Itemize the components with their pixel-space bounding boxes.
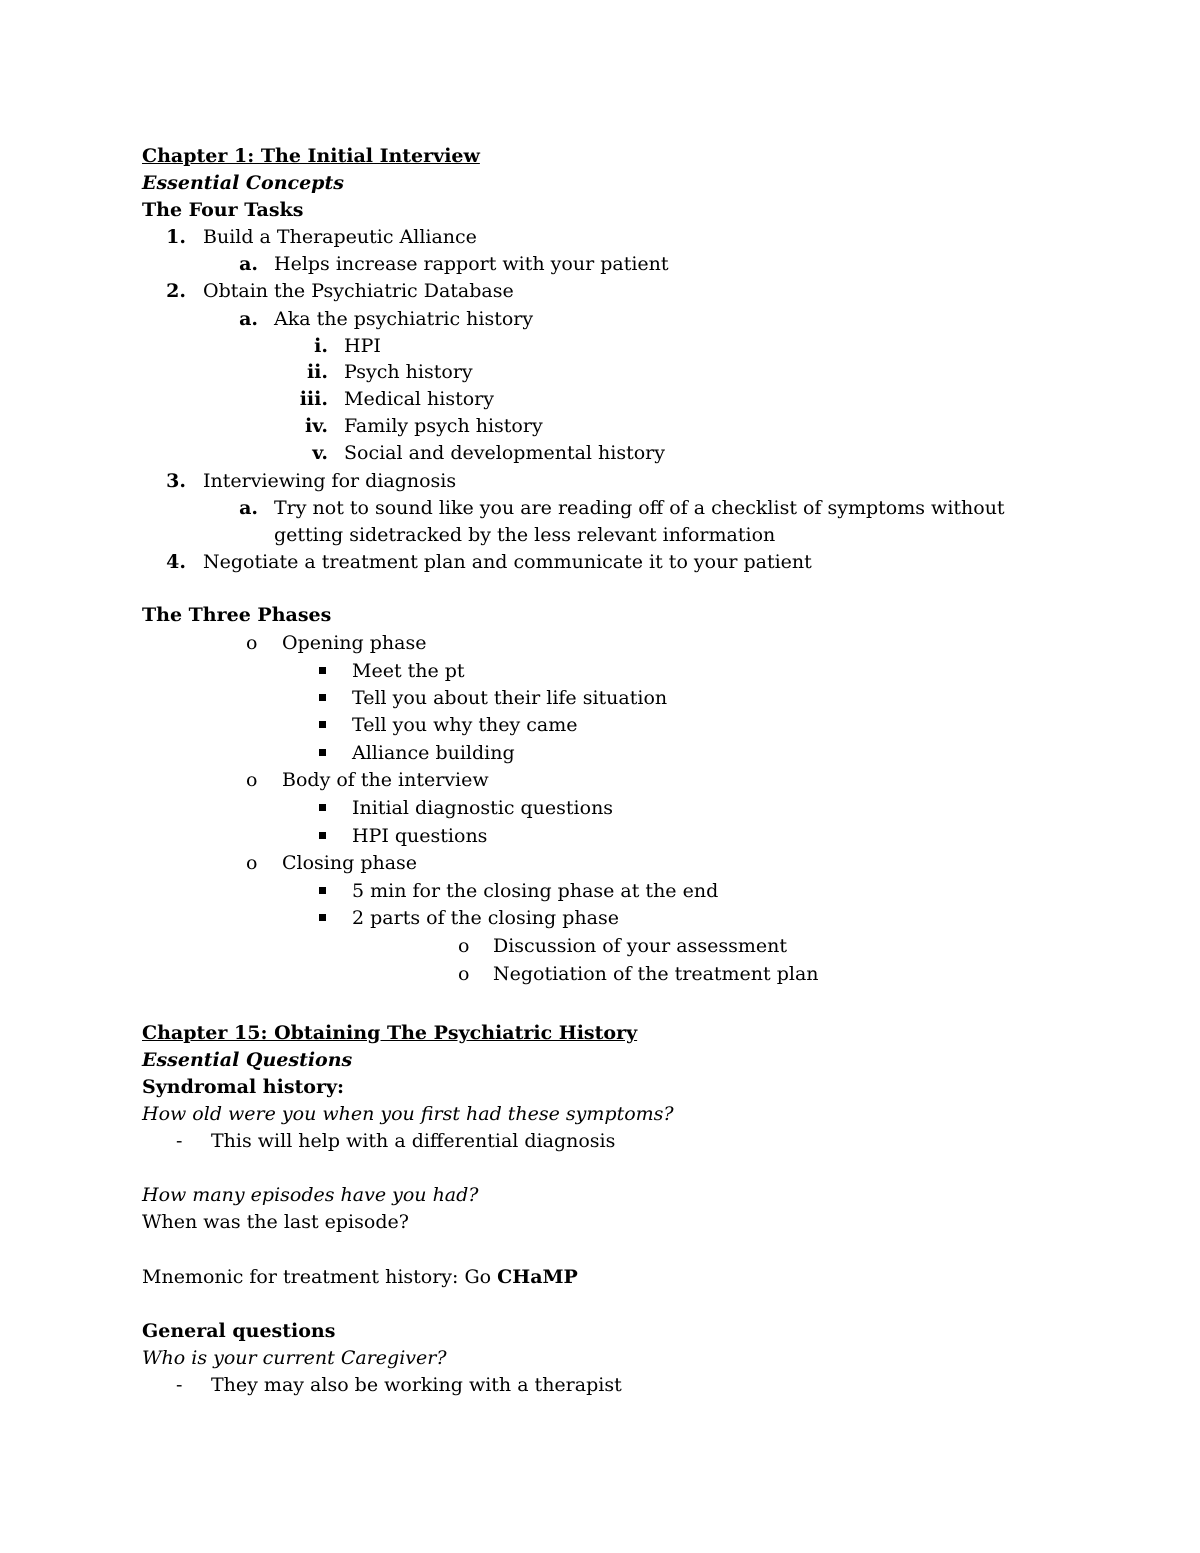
question: How old were you when you first had these symptoms? [142,1103,674,1125]
square-bullet-icon [319,749,326,756]
list-item: Try not to sound like you are reading off of a checklist of symptoms without [274,497,1005,519]
list-item: Closing phase [282,852,418,874]
square-bullet-icon [319,914,326,921]
square-bullet-icon [319,667,326,674]
essential-questions-subheading: Essential Questions [142,1049,353,1071]
list-item: Meet the pt [352,660,465,682]
dash-bullet-icon: - [176,1130,183,1152]
essential-concepts-subheading: Essential Concepts [142,172,344,194]
list-item: HPI questions [352,825,488,847]
circle-bullet-icon: o [246,769,258,791]
list-item: Social and developmental history [344,442,665,464]
square-bullet-icon [319,694,326,701]
general-questions-heading: General questions [142,1320,336,1342]
mnemonic-champ: CHaMP [497,1266,578,1288]
square-bullet-icon [319,721,326,728]
list-item: 5 min for the closing phase at the end [352,880,719,902]
list-item-continuation: getting sidetracked by the less relevant information [274,524,776,546]
list-item: Build a Therapeutic Alliance [203,226,477,248]
question: When was the last episode? [142,1211,409,1233]
mnemonic-prefix: Mnemonic for treatment history: Go [142,1266,498,1288]
circle-bullet-icon: o [246,632,258,654]
list-number: 2. [166,280,186,302]
list-item: Negotiate a treatment plan and communicate it to your patient [203,551,812,573]
dash-bullet-icon: - [176,1374,183,1396]
list-number: 4. [166,551,186,573]
list-item: Psych history [344,361,473,383]
square-bullet-icon [319,887,326,894]
list-item: Interviewing for diagnosis [203,470,457,492]
chapter-15-heading: Chapter 15: Obtaining The Psychiatric History [142,1022,638,1044]
question: How many episodes have you had? [142,1184,479,1206]
list-item: Obtain the Psychiatric Database [203,280,514,302]
list-item: Body of the interview [282,769,489,791]
list-letter: a. [239,253,258,275]
list-item: Discussion of your assessment [493,935,787,957]
list-roman: i. [314,335,328,357]
chapter-1-heading: Chapter 1: The Initial Interview [142,145,480,167]
list-item: HPI [344,335,381,357]
list-item: 2 parts of the closing phase [352,907,619,929]
list-item: Alliance building [352,742,515,764]
syndromal-history-heading: Syndromal history: [142,1076,345,1098]
circle-bullet-icon: o [458,963,470,985]
list-item: Family psych history [344,415,543,437]
square-bullet-icon [319,804,326,811]
three-phases-heading: The Three Phases [142,604,332,626]
list-roman: ii. [306,361,328,383]
list-item: Negotiation of the treatment plan [493,963,819,985]
list-item: Medical history [344,388,494,410]
list-item: Opening phase [282,632,427,654]
question: Who is your current Caregiver? [142,1347,447,1369]
question-note: They may also be working with a therapist [211,1374,622,1396]
list-roman: iii. [299,388,328,410]
list-letter: a. [239,308,258,330]
circle-bullet-icon: o [246,852,258,874]
question-note: This will help with a differential diagnosis [211,1130,616,1152]
list-letter: a. [239,497,258,519]
list-item: Tell you why they came [352,714,578,736]
list-number: 3. [166,470,186,492]
list-item: Aka the psychiatric history [274,308,534,330]
square-bullet-icon [319,832,326,839]
list-roman: iv. [305,415,328,437]
mnemonic-line [142,1264,578,1291]
list-item: Tell you about their life situation [352,687,668,709]
list-item: Initial diagnostic questions [352,797,614,819]
list-number: 1. [166,226,186,248]
circle-bullet-icon: o [458,935,470,957]
four-tasks-heading: The Four Tasks [142,199,304,221]
list-roman: v. [312,442,328,464]
list-item: Helps increase rapport with your patient [274,253,669,275]
